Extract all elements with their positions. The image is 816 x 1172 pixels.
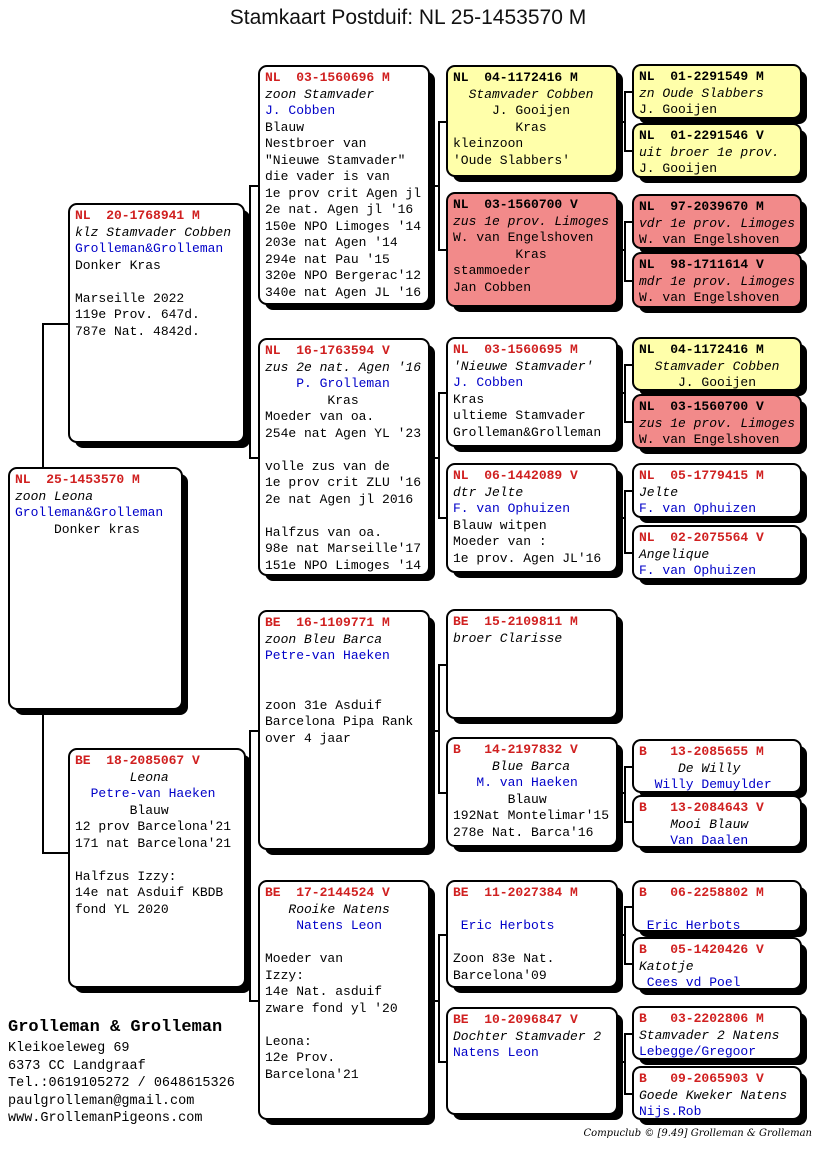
pedigree-line: 98e nat Marseille'17 [265,541,422,556]
connector-line [244,323,251,325]
ring-number: BE 15-2109811 M [453,614,578,629]
pedigree-box-subject [8,467,183,710]
pedigree-line: 320e NPO Bergerac'12 [265,268,422,283]
owner-address-line: www.GrollemanPigeons.com [8,1111,203,1127]
pedigree-line: fond YL 2020 [75,901,169,917]
pedigree-line: Grolleman&Grolleman [15,505,164,520]
pedigree-box-g410 [632,795,802,848]
pedigree-line: Mooi Blauw [639,816,749,832]
pedigree-line: Nijs.Rob [639,1104,702,1119]
pedigree-line [265,1017,423,1034]
pedigree-box-g49 [632,739,802,793]
pedigree-line: klz Stamvader Cobben [75,224,232,240]
pedigree-line: 787e Nat. 4842d. [75,323,200,339]
pedigree-box-g412 [632,937,802,990]
footer-credit: Compuclub © [9.49] Grolleman & Grolleman [583,1128,812,1139]
page-title: Stamkaart Postduif: NL 25-1453570 M [229,6,587,29]
pedigree-line: 2e nat. Agen jl '16 [265,202,414,217]
pedigree-line: Eric Herbots [453,918,555,933]
pedigree-line: Lebegge/Gregoor [639,1044,757,1059]
connector-line [429,1000,440,1002]
pedigree-line: Jan Cobben [453,279,532,295]
pedigree-line: Petre-van Haeken [75,786,216,801]
ring-number: NL 97-2039670 M [639,199,764,214]
pedigree-box-g414 [632,1066,802,1120]
pedigree-line: W. van Engelshoven [639,432,780,447]
pedigree-line: Angelique [639,546,710,562]
ring-number: B 03-2202806 M [639,1011,764,1026]
pedigree-line: 150e NPO Limoges '14 [265,218,422,234]
pedigree-line: Donker kras [15,521,140,537]
ring-number: NL 01-2291546 V [639,128,764,143]
pedigree-line: broer Clarisse [453,630,563,646]
pedigree-box-g41 [632,64,802,119]
owner-name: Grolleman & Grolleman [8,1018,223,1037]
pedigree-line: 14e nat Asduif KBDB [75,885,224,900]
pedigree-line: Halfzus van oa. [265,524,383,540]
pedigree-line [265,442,423,459]
pedigree-box-g46 [632,394,802,449]
pedigree-line: Grolleman&Grolleman [75,241,224,256]
pedigree-box-mother [68,748,246,988]
pedigree-line: Blue Barca [453,758,571,774]
pedigree-line: 278e Nat. Barca'16 [453,824,594,840]
pedigree-line: 12 prov Barcelona'21 [75,819,232,834]
pedigree-box-g42 [632,123,802,178]
ring-number: NL 98-1711614 V [639,257,764,272]
pedigree-line: 1e prov. Agen JL'16 [453,550,602,566]
pedigree-line: Petre-van Haeken [265,648,390,663]
ring-number: NL 03-1560700 V [453,197,578,212]
pedigree-line: 1e prov crit ZLU '16 [265,475,422,490]
pedigree-line: Barcelona'21 [265,1066,359,1082]
pedigree-box-g48 [632,525,802,580]
connector-line [624,221,626,282]
pedigree-line: 171 nat Barcelona'21 [75,835,232,851]
connector-line [42,852,70,854]
ring-number: B 14-2197832 V [453,742,578,757]
ring-number: NL 25-1453570 M [15,472,140,487]
pedigree-line: zoon Stamvader [265,86,375,102]
pedigree-line: Halfzus Izzy: [75,868,177,884]
pedigree-line: 151e NPO Limoges '14 [265,557,422,573]
pedigree-box-g33 [446,337,618,447]
pedigree-line: J. Gooijen [639,102,718,117]
pedigree-line: J. Cobben [265,103,336,118]
pedigree-box-g37 [446,880,618,988]
pedigree-line: 294e nat Pau '15 [265,251,390,267]
pedigree-box-g38 [446,1007,618,1115]
pedigree-line: 'Oude Slabbers' [453,152,571,168]
connector-line [429,457,440,459]
ring-number: BE 16-1109771 M [265,615,390,630]
connector-line [429,730,440,732]
pedigree-line [265,508,423,525]
pedigree-line: Moeder van [265,951,344,966]
pedigree-box-g32 [446,192,618,307]
pedigree-line: F. van Ophuizen [639,501,757,516]
pedigree-line: 254e nat Agen YL '23 [265,425,422,441]
pedigree-line: Willy Demuylder [639,777,772,792]
pedigree-line: stammoeder [453,263,532,278]
ring-number: NL 04-1172416 M [639,342,764,357]
pedigree-line: Donker Kras [75,257,161,273]
pedigree-box-g21 [258,65,430,305]
connector-line [438,664,440,794]
pedigree-line: 203e nat Agen '14 [265,235,398,250]
pedigree-line: 'Nieuwe Stamvader' [453,358,594,374]
connector-line [617,121,625,123]
ring-number: NL 05-1779415 M [639,468,764,483]
pedigree-line: De Willy [639,760,741,776]
pedigree-box-g44 [632,252,802,308]
pedigree-line: Kras [265,392,359,408]
pedigree-line: 2e nat Agen jl 2016 [265,491,414,507]
connector-line [624,766,626,823]
ring-number: B 06-2258802 M [639,885,764,900]
pedigree-line [265,935,423,952]
connector-line [617,517,625,519]
pedigree-line: 119e Prov. 647d. [75,307,200,322]
pedigree-line: zoon Bleu Barca [265,631,383,647]
pedigree-line: over 4 jaar [265,730,351,746]
pedigree-box-g22 [258,338,430,576]
pedigree-line: 192Nat Montelimar'15 [453,808,610,823]
pedigree-line: Stamvader 2 Natens [639,1027,780,1043]
ring-number: B 13-2085655 M [639,744,764,759]
ring-number: NL 06-1442089 V [453,468,578,483]
connector-line [438,392,440,519]
pedigree-line: Barcelona'09 [453,967,547,983]
pedigree-box-g23 [258,610,430,850]
pedigree-line: 14e Nat. asduif [265,984,383,999]
pedigree-line: Blauw [75,802,169,818]
connector-line [617,249,625,251]
connector-line [249,730,251,1002]
pedigree-line: "Nieuwe Stamvader" [265,152,406,168]
connector-line [438,934,440,1063]
connector-line [624,1033,626,1095]
pedigree-line: mdr 1e prov. Limoges [639,273,796,289]
pedigree-line: W. van Engelshoven [639,232,780,247]
connector-line [249,185,251,459]
pedigree-line: Kras [453,246,547,262]
pedigree-line: 12e Prov. [265,1050,336,1065]
ring-number: NL 03-1560695 M [453,342,578,357]
owner-address-line: 6373 CC Landgraaf [8,1058,146,1074]
pedigree-box-g24 [258,880,430,1120]
connector-line [617,934,625,936]
connector-line [42,323,70,325]
pedigree-box-g47 [632,463,802,518]
pedigree-line [75,852,239,869]
pedigree-line: Natens Leon [453,1045,539,1060]
pedigree-line: Zoon 83e Nat. [453,951,555,966]
pedigree-line [265,665,423,682]
ring-number: B 13-2084643 V [639,800,764,815]
ring-number: NL 03-1560696 M [265,70,390,85]
pedigree-line: Blauw witpen [453,517,547,533]
pedigree-line: uit broer 1e prov. [639,144,780,160]
pedigree-line: Stamvader Cobben [639,358,780,374]
connector-line [617,392,625,394]
ring-number: BE 17-2144524 V [265,885,390,900]
pedigree-line: P. Grolleman [265,376,390,391]
ring-number: BE 11-2027384 M [453,885,578,900]
pedigree-line: Blauw [453,791,547,807]
pedigree-line: 340e nat Agen JL '16 [265,284,422,300]
ring-number: NL 01-2291549 M [639,69,764,84]
pedigree-box-g45 [632,337,802,391]
pedigree-line [453,902,611,919]
pedigree-line: zus 1e prov. Limoges [639,415,796,431]
pedigree-box-father [68,203,245,443]
ring-number: NL 20-1768941 M [75,208,200,223]
pedigree-line: zoon 31e Asduif [265,697,383,713]
pedigree-box-g43 [632,194,802,249]
pedigree-line: Izzy: [265,967,305,983]
pedigree-line: Leona: [265,1033,312,1049]
connector-line [617,792,625,794]
pedigree-line: zn Oude Slabbers [639,85,764,101]
ring-number: BE 10-2096847 V [453,1012,578,1027]
pedigree-line: Leona [75,769,169,785]
ring-number: NL 02-2075564 V [639,530,764,545]
pedigree-line: zus 2e nat. Agen '16 [265,359,422,375]
pedigree-line: Stamvader Cobben [453,86,594,102]
pedigree-line: Blauw [265,119,305,135]
owner-address [8,1040,235,1128]
pedigree-line: Kras [453,391,485,407]
pedigree-box-g34 [446,463,618,573]
pedigree-line: Dochter Stamvader 2 [453,1028,602,1044]
ring-number: B 09-2065903 V [639,1071,764,1086]
connector-line [617,1061,625,1063]
pedigree-line: Barcelona Pipa Rank [265,714,414,729]
pedigree-line [265,681,423,698]
pedigree-box-g36 [446,737,618,847]
pedigree-line: die vader is van [265,169,390,184]
pedigree-line [75,274,238,291]
pedigree-line: Cees vd Poel [639,975,741,990]
pedigree-line: F. van Ophuizen [453,501,571,516]
pedigree-line: Nestbroer van [265,136,367,151]
owner-address-line: Tel.:0619105272 / 0648615326 [8,1076,235,1092]
pedigree-line [639,902,795,919]
pedigree-line: F. van Ophuizen [639,563,757,578]
pedigree-box-g411 [632,880,802,932]
pedigree-line: volle zus van de [265,458,390,474]
pedigree-line: Eric Herbots [639,918,741,932]
pedigree-line: Van Daalen [639,833,749,848]
connector-line [624,490,626,554]
pedigree-line: Moeder van : [453,534,547,549]
pedigree-box-g413 [632,1006,802,1060]
pedigree-line: Kras [453,119,547,135]
ring-number: NL 03-1560700 V [639,399,764,414]
ring-number: B 05-1420426 V [639,942,764,957]
pedigree-line: kleinzoon [453,136,524,151]
pedigree-line: Natens Leon [265,918,383,933]
pedigree-line: M. van Haeken [453,775,578,790]
pedigree-box-g31 [446,65,618,177]
owner-address-line: Kleikoeleweg 69 [8,1041,130,1056]
pedigree-line: Katotje [639,958,694,974]
pedigree-line: 1e prov crit Agen jl [265,185,422,201]
pedigree-line: J. Cobben [453,375,524,390]
pedigree-line: Rooike Natens [265,901,390,917]
pedigree-line: zware fond yl '20 [265,1000,398,1016]
pedigree-line: zus 1e prov. Limoges [453,213,610,229]
owner-address-line: paulgrolleman@gmail.com [8,1093,195,1109]
pedigree-line: vdr 1e prov. Limoges [639,215,796,231]
ring-number: BE 18-2085067 V [75,753,200,768]
pedigree-line: zoon Leona [15,488,94,504]
pedigree-line [453,935,611,952]
pedigree-line: ultieme Stamvader [453,408,586,423]
pedigree-line: Grolleman&Grolleman [453,424,602,440]
pedigree-line: Goede Kweker Natens [639,1087,788,1103]
pedigree-line: W. van Engelshoven [453,230,594,245]
ring-number: NL 04-1172416 M [453,70,578,85]
pedigree-line: Moeder van oa. [265,409,375,424]
pedigree-line: Jelte [639,484,679,500]
pedigree-line: J. Gooijen [639,161,718,176]
pedigree-line: J. Gooijen [453,103,571,118]
pedigree-line: dtr Jelte [453,484,524,500]
pedigree-line: W. van Engelshoven [639,290,780,305]
pedigree-line: Marseille 2022 [75,290,185,306]
ring-number: NL 16-1763594 V [265,343,390,358]
pedigree-line: J. Gooijen [639,375,757,390]
pedigree-box-g35 [446,609,618,719]
owner-block [8,1016,235,1128]
connector-line [429,185,440,187]
